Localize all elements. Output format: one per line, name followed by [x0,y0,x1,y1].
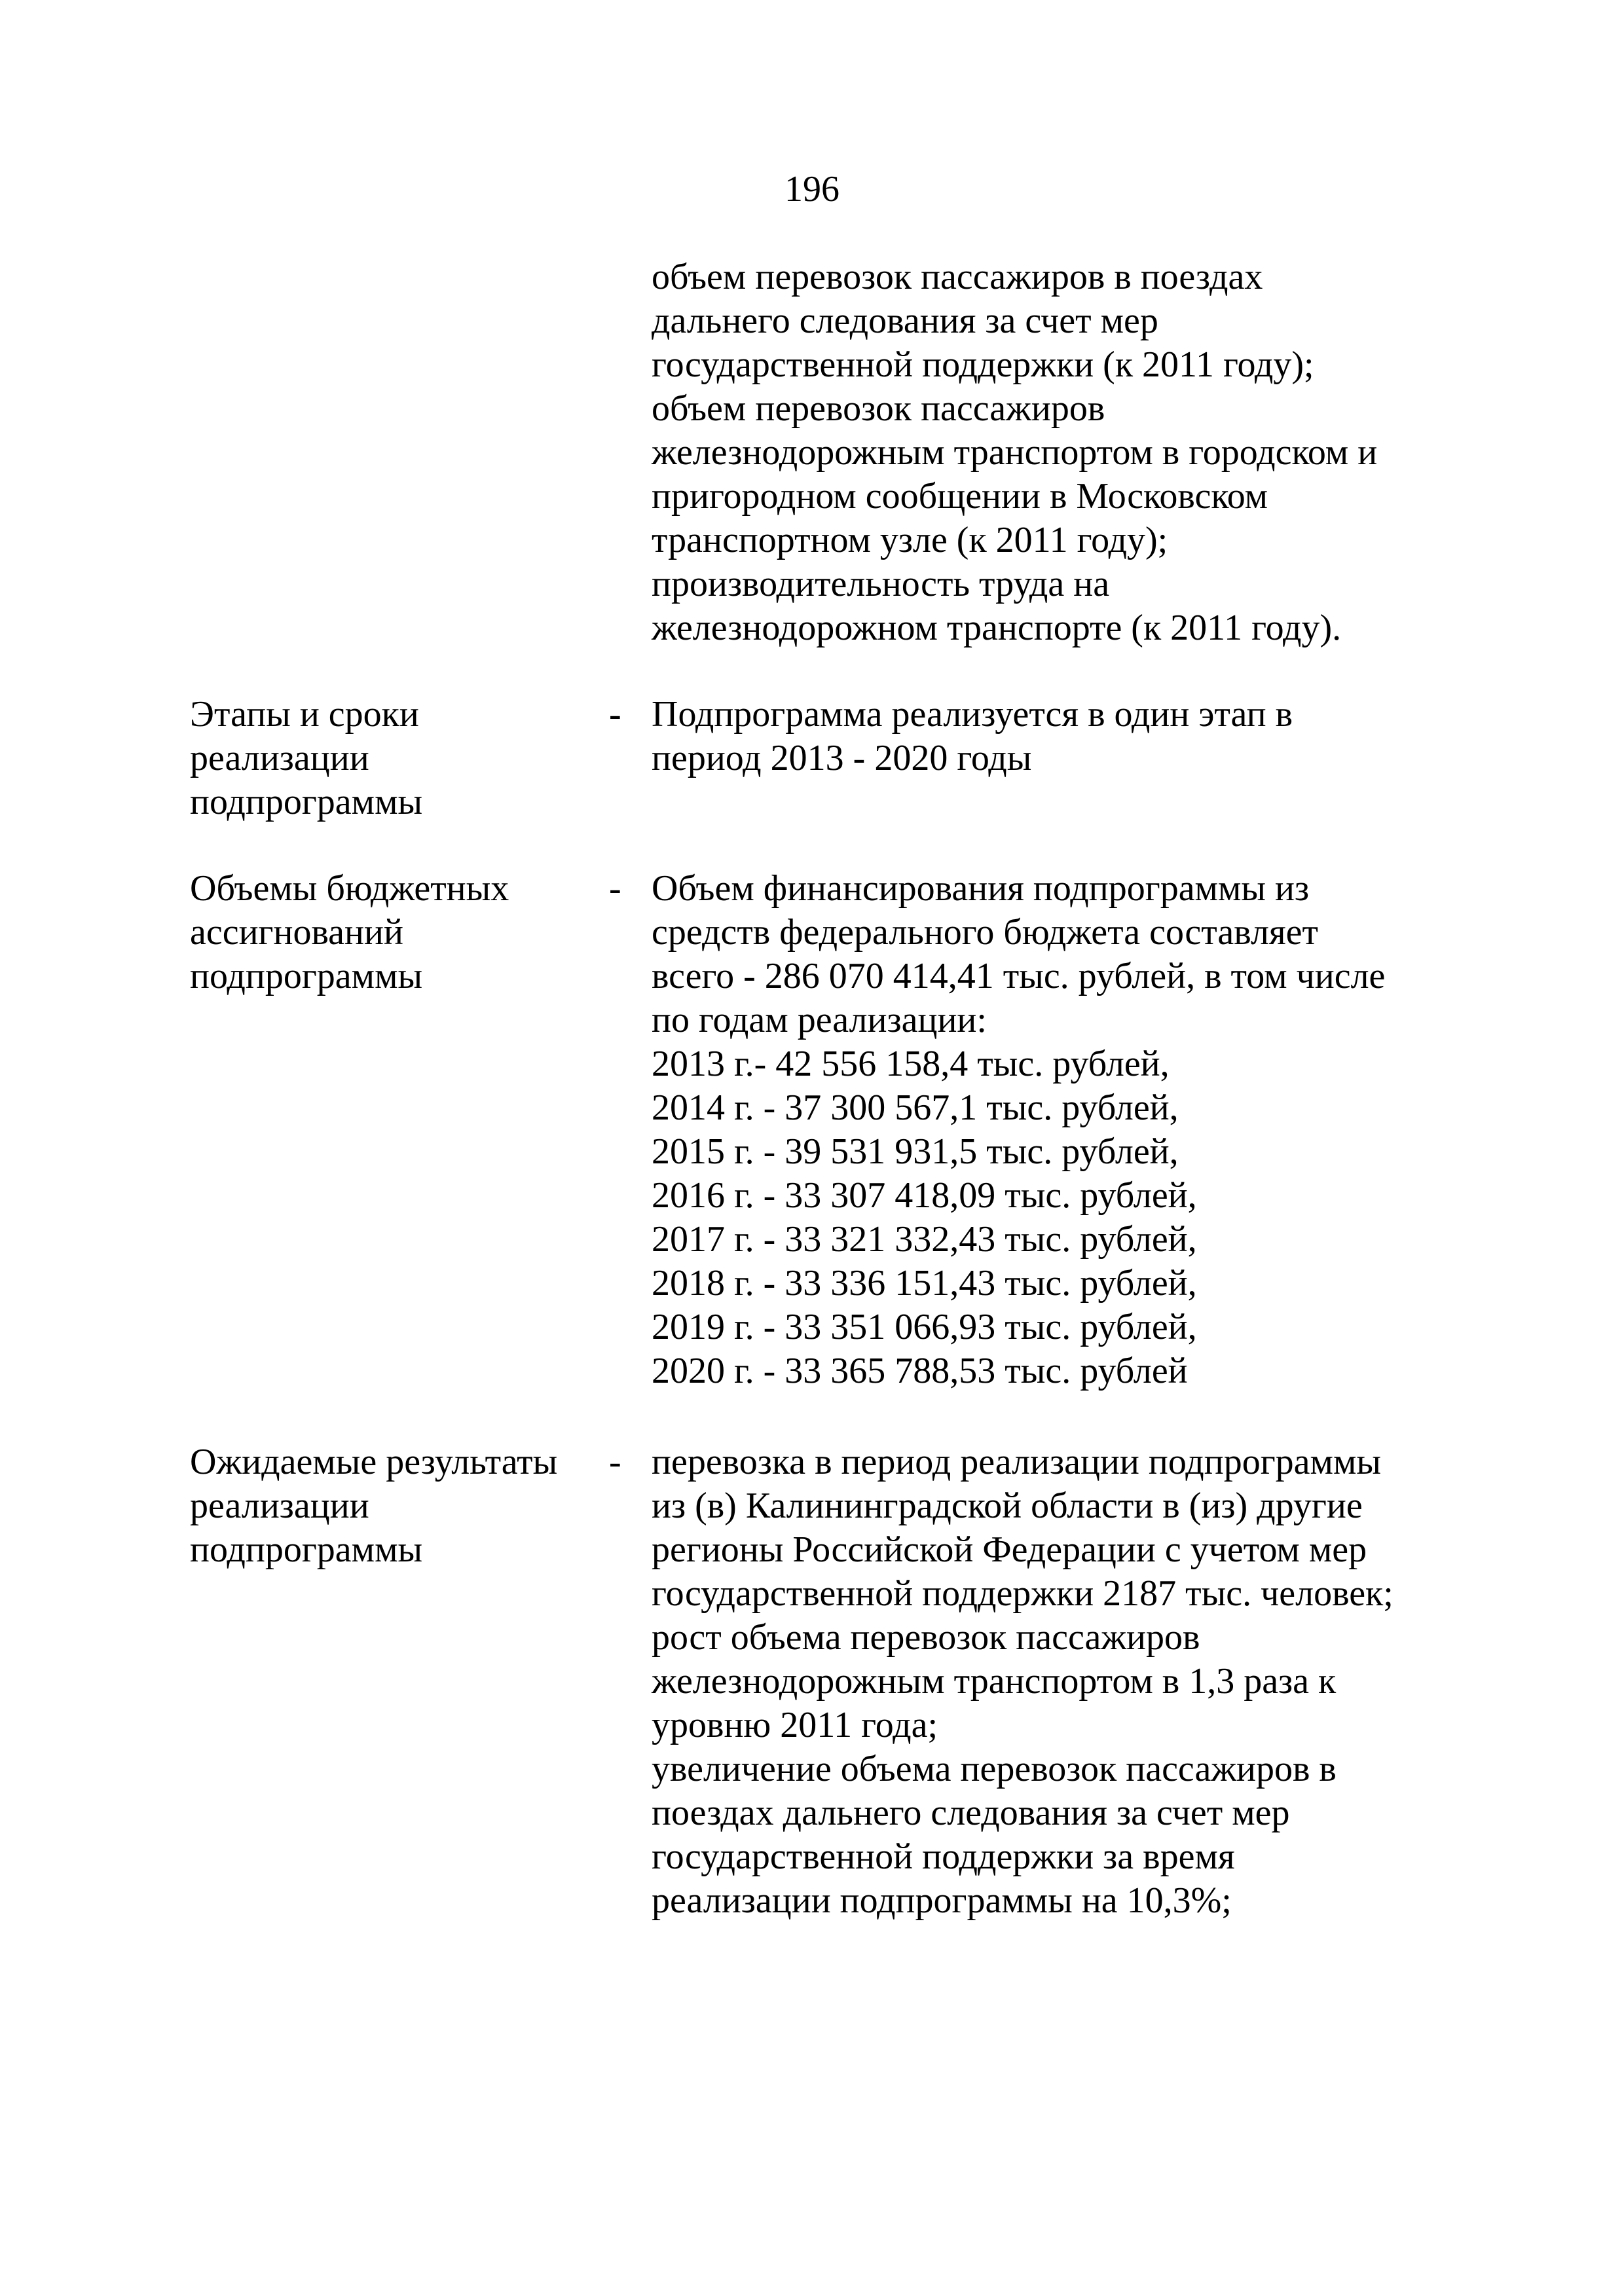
text-line: рост объема перевозок пассажиров [652,1617,1200,1658]
label-line: Объемы бюджетных [190,868,509,909]
text-line: Объем финансирования подпрограммы из [652,868,1310,909]
text-line: объем перевозок пассажиров в поездах [652,257,1263,297]
page-number: 196 [784,169,840,210]
text-line: 2015 г. - 39 531 931,5 тыс. рублей, [652,1131,1179,1172]
text-line: перевозка в период реализации подпрограммы [652,1442,1382,1482]
label-line: Этапы и сроки [190,694,419,735]
text-line: уровню 2011 года; [652,1705,938,1745]
text-line: 2019 г. - 33 351 066,93 тыс. рублей, [652,1307,1197,1347]
text-line: регионы Российской Федерации с учетом мер [652,1529,1367,1570]
text-line: средств федерального бюджета составляет [652,912,1319,953]
text-line: реализации подпрограммы на 10,3%; [652,1880,1232,1921]
text-line: транспортном узле (к 2011 году); [652,520,1168,560]
text-line: 2013 г.- 42 556 158,4 тыс. рублей, [652,1044,1170,1084]
section-label [190,1440,596,1572]
text-line: 2017 г. - 33 321 332,43 тыс. рублей, [652,1219,1197,1260]
section-dash: - [609,868,621,909]
label-line: ассигнований [190,912,403,953]
section-label [190,693,596,824]
text-line: период 2013 - 2020 годы [652,738,1032,778]
label-line: подпрограммы [190,782,423,822]
section-label [190,867,596,998]
label-line: Ожидаемые результаты [190,1442,558,1482]
text-line: государственной поддержки (к 2011 году); [652,344,1314,385]
label-line: реализации [190,1485,369,1526]
label-line: подпрограммы [190,956,423,996]
label-line: подпрограммы [190,1529,423,1570]
continuation-text [652,255,1470,650]
text-line: железнодорожным транспортом в городском и [652,432,1378,473]
section-dash: - [609,1442,621,1482]
text-line: поездах дальнего следования за счет мер [652,1793,1290,1833]
label-line: реализации [190,738,369,778]
section-value [652,867,1470,1393]
text-line: увеличение объема перевозок пассажиров в [652,1749,1337,1789]
text-line: 2020 г. - 33 365 788,53 тыс. рублей [652,1351,1188,1391]
text-line: государственной поддержки за время [652,1836,1235,1877]
text-line: 2014 г. - 37 300 567,1 тыс. рублей, [652,1087,1179,1128]
text-line: всего - 286 070 414,41 тыс. рублей, в том числе [652,956,1386,996]
text-line: объем перевозок пассажиров [652,388,1105,429]
text-line: дальнего следования за счет мер [652,301,1158,341]
section-value [652,1440,1470,1923]
section-value [652,693,1470,780]
text-line: железнодорожном транспорте (к 2011 году). [652,608,1342,648]
text-line: пригородном сообщении в Московском [652,476,1268,517]
text-line: по годам реализации: [652,1000,987,1040]
text-line: из (в) Калининградской области в (из) другие [652,1485,1363,1526]
text-line: производительность труда на [652,564,1110,604]
text-line: государственной поддержки 2187 тыс. человек; [652,1573,1393,1614]
text-line: Подпрограмма реализуется в один этап в [652,694,1293,735]
section-dash: - [609,694,621,735]
text-line: 2016 г. - 33 307 418,09 тыс. рублей, [652,1175,1197,1216]
text-line: 2018 г. - 33 336 151,43 тыс. рублей, [652,1263,1197,1303]
text-line: железнодорожным транспортом в 1,3 раза к [652,1661,1337,1702]
